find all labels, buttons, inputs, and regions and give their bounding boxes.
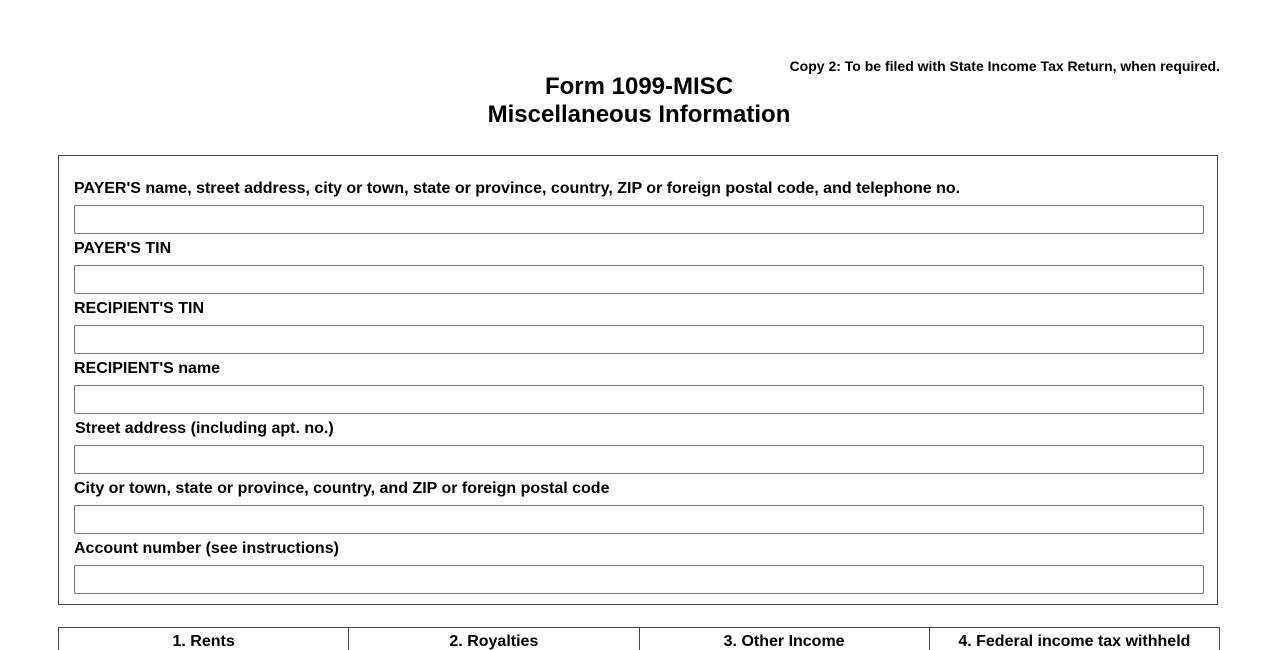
city-state-zip-label: City or town, state or province, country, and ZIP or foreign postal code <box>74 480 610 497</box>
account-number-label: Account number (see instructions) <box>74 540 339 557</box>
street-address-field <box>74 420 1204 474</box>
recipient-tin-field <box>74 300 1204 354</box>
form-subtitle: Miscellaneous Information <box>487 101 791 128</box>
payer-info-input[interactable] <box>74 205 1204 234</box>
form-title-block <box>0 73 1278 129</box>
payer-tin-field <box>74 240 1204 294</box>
recipient-name-input[interactable] <box>74 385 1204 414</box>
recipient-name-label: RECIPIENT'S name <box>74 360 221 377</box>
box-rents-header: 1. Rents <box>59 628 349 650</box>
copy-instruction-note: Copy 2: To be filed with State Income Tax Return, when required. <box>789 58 1220 74</box>
street-address-label: Street address (including apt. no.) <box>75 420 334 437</box>
form-title: Form 1099-MISC <box>544 73 734 100</box>
payer-recipient-section <box>58 155 1218 605</box>
box-other-income-header: 3. Other Income <box>640 628 930 650</box>
recipient-tin-label: RECIPIENT'S TIN <box>74 300 205 317</box>
city-state-zip-input[interactable] <box>74 505 1204 534</box>
recipient-name-field <box>74 360 1204 414</box>
street-address-input[interactable] <box>74 445 1204 474</box>
payer-tin-input[interactable] <box>74 265 1204 294</box>
income-boxes-row <box>58 627 1220 650</box>
payer-info-field <box>74 180 1204 234</box>
box-royalties-header: 2. Royalties <box>349 628 639 650</box>
account-number-field <box>74 540 1204 594</box>
box-federal-tax-withheld-header: 4. Federal income tax withheld <box>958 633 1191 650</box>
account-number-input[interactable] <box>74 565 1204 594</box>
payer-info-label: PAYER'S name, street address, city or town, state or province, country, ZIP or foreign postal code, and telephone no. <box>74 180 961 197</box>
payer-tin-label: PAYER'S TIN <box>74 240 172 257</box>
recipient-tin-input[interactable] <box>74 325 1204 354</box>
city-state-zip-field <box>74 480 1204 534</box>
